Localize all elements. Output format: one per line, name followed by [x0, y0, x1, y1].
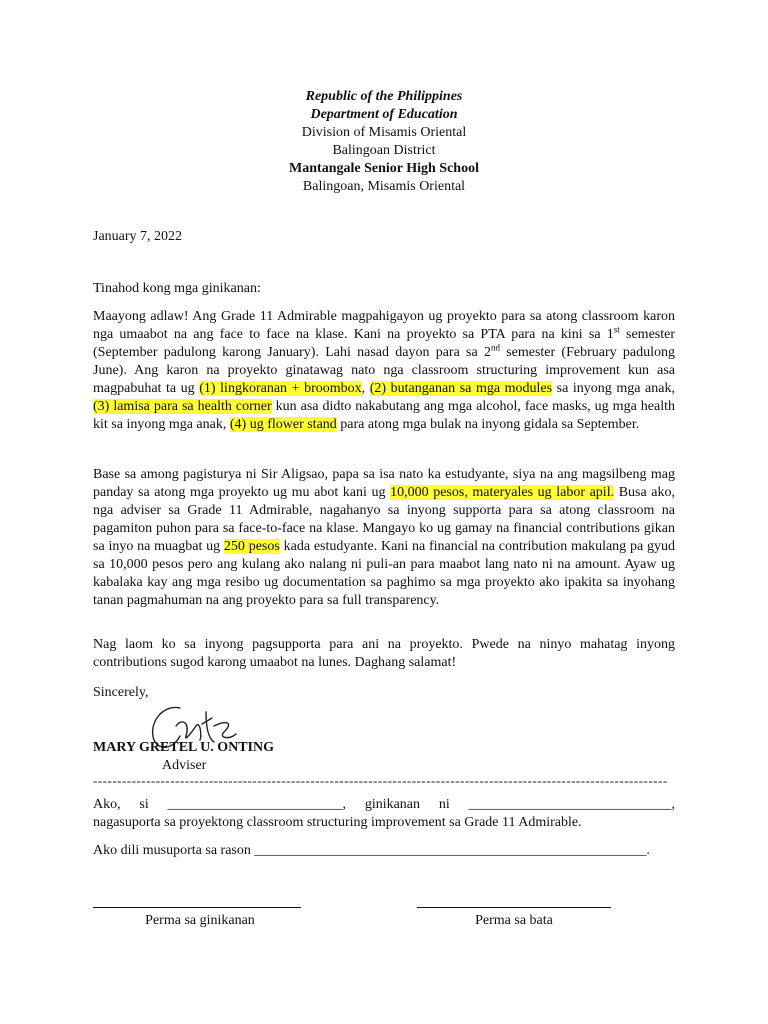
paragraph-2: [93, 466, 675, 610]
p1-text-a: Maayong adlaw! Ang Grade 11 Admirable magpahigayon ug proyekto para sa atong classroom karon nga umaabot na ang face to face na klase. Kani na proyekto sa PTA para na kini sa 1: [93, 309, 675, 342]
form-comma: ,: [671, 797, 675, 812]
signatory-name: MARY GRETEL U. ONTING: [93, 740, 275, 755]
header-address: Balingoan, Misamis Oriental: [302, 179, 466, 194]
paragraph-3: Nag laom ko sa inyong pagsupporta para ani na proyekto. Pwede na ninyo mahatag inyong contributions sugod karong umaabot na lunes. Daghang salamat!: [93, 637, 675, 670]
header-department: Department of Education: [310, 107, 458, 122]
parent-signature-label: Perma sa ginikanan: [145, 913, 255, 928]
cut-line: -----------------------------------------------------------------------------------------------------------------------: [93, 773, 668, 786]
salutation: Tinahod kong mga ginikanan:: [93, 281, 261, 296]
highlight-flower-stand: (4) ug flower stand: [229, 417, 337, 432]
p1-text-e: sa inyong mga anak,: [552, 381, 675, 396]
letter-date: January 7, 2022: [93, 229, 183, 244]
form-ginikanan-ni: , ginikanan ni: [342, 797, 469, 812]
p2-text-b: Busa ako, nga adviser sa Grade 11 Admirable, nagahanyo sa inyong supporta para sa atong classroom na pagamiton puhon para sa face-to-face na klase. Mangayo ko ug gamay na financial contributions gikan sa inyo na muagbat ug: [93, 485, 675, 554]
p1-text-b: semester (September padulong karong January). Lahi nasad dayon para sa 2: [93, 327, 676, 360]
form-dili-musuporta: Ako dili musuporta sa rason: [93, 843, 255, 858]
highlight-butanganan: (2) butanganan sa mga modules: [369, 381, 553, 396]
p1-text-d: ,: [361, 381, 370, 396]
form-period: .: [646, 843, 650, 858]
paragraph-1: [93, 308, 675, 434]
highlight-lamisa: (3) lamisa para sa health corner: [93, 399, 272, 414]
p2-text-a: Base sa among pagisturya ni Sir Aligsao, papa sa isa nato ka estudyante, siya na ang magsilbeng mag panday sa atong mga proyekto ug mu abot kani ug: [93, 467, 675, 500]
p1-sup-1: st: [613, 324, 620, 335]
form-line-3: [93, 842, 675, 860]
highlight-lingkoranan: (1) lingkoranan + broombox: [199, 381, 362, 396]
header-school: Mantangale Senior High School: [289, 161, 479, 176]
highlight-10000-pesos: 10,000 pesos, materyales ug labor apil.: [390, 485, 615, 500]
signatory-title: Adviser: [162, 758, 207, 773]
letterhead: [0, 88, 768, 196]
parent-name-blank[interactable]: _________________________: [167, 797, 343, 812]
p1-text-c: semester (February padulong June). Ang karon na proyekto ginatawag nato nga classroom structuring improvement kun asa magpabuhat ta ug: [93, 345, 675, 396]
form-line-2: nagasuporta sa proyektong classroom structuring improvement sa Grade 11 Admirable.: [93, 815, 582, 830]
student-signature-label: Perma sa bata: [475, 913, 553, 928]
closing: Sincerely,: [93, 685, 149, 700]
p2-text-c: kada estudyante. Kani na financial na contribution makulang pa gyud sa 10,000 pesos pero ang kulang ako nalang ni puli-an para maabot lang nato ni na amount. Ayaw ug kabalaka kay ang mga resibo ug documentation sa paghimo sa mga proyekto ako ipakita sa inyohang tanan pagmahuman na ang proyekto para sa full transparency.: [93, 539, 675, 608]
header-division: Division of Misamis Oriental: [301, 125, 467, 140]
p1-text-f: kun asa didto nakabutang ang mga alcohol, face masks, ug mga health kit sa inyong mga anak,: [93, 399, 675, 432]
highlight-250-pesos: 250 pesos: [223, 539, 280, 554]
form-line-1: [93, 796, 675, 814]
p1-text-g: para atong mga bulak na inyong gidala sa September.: [336, 417, 640, 432]
form-ako-si: Ako, si: [93, 797, 168, 812]
student-name-blank[interactable]: _____________________________: [468, 797, 672, 812]
reason-blank[interactable]: ________________________________________________________: [254, 843, 647, 858]
header-republic: Republic of the Philippines: [305, 89, 463, 104]
p1-sup-2: nd: [490, 342, 500, 353]
parent-signature-line[interactable]: [93, 906, 301, 908]
student-signature-line[interactable]: [417, 906, 611, 908]
header-district: Balingoan District: [332, 143, 436, 158]
